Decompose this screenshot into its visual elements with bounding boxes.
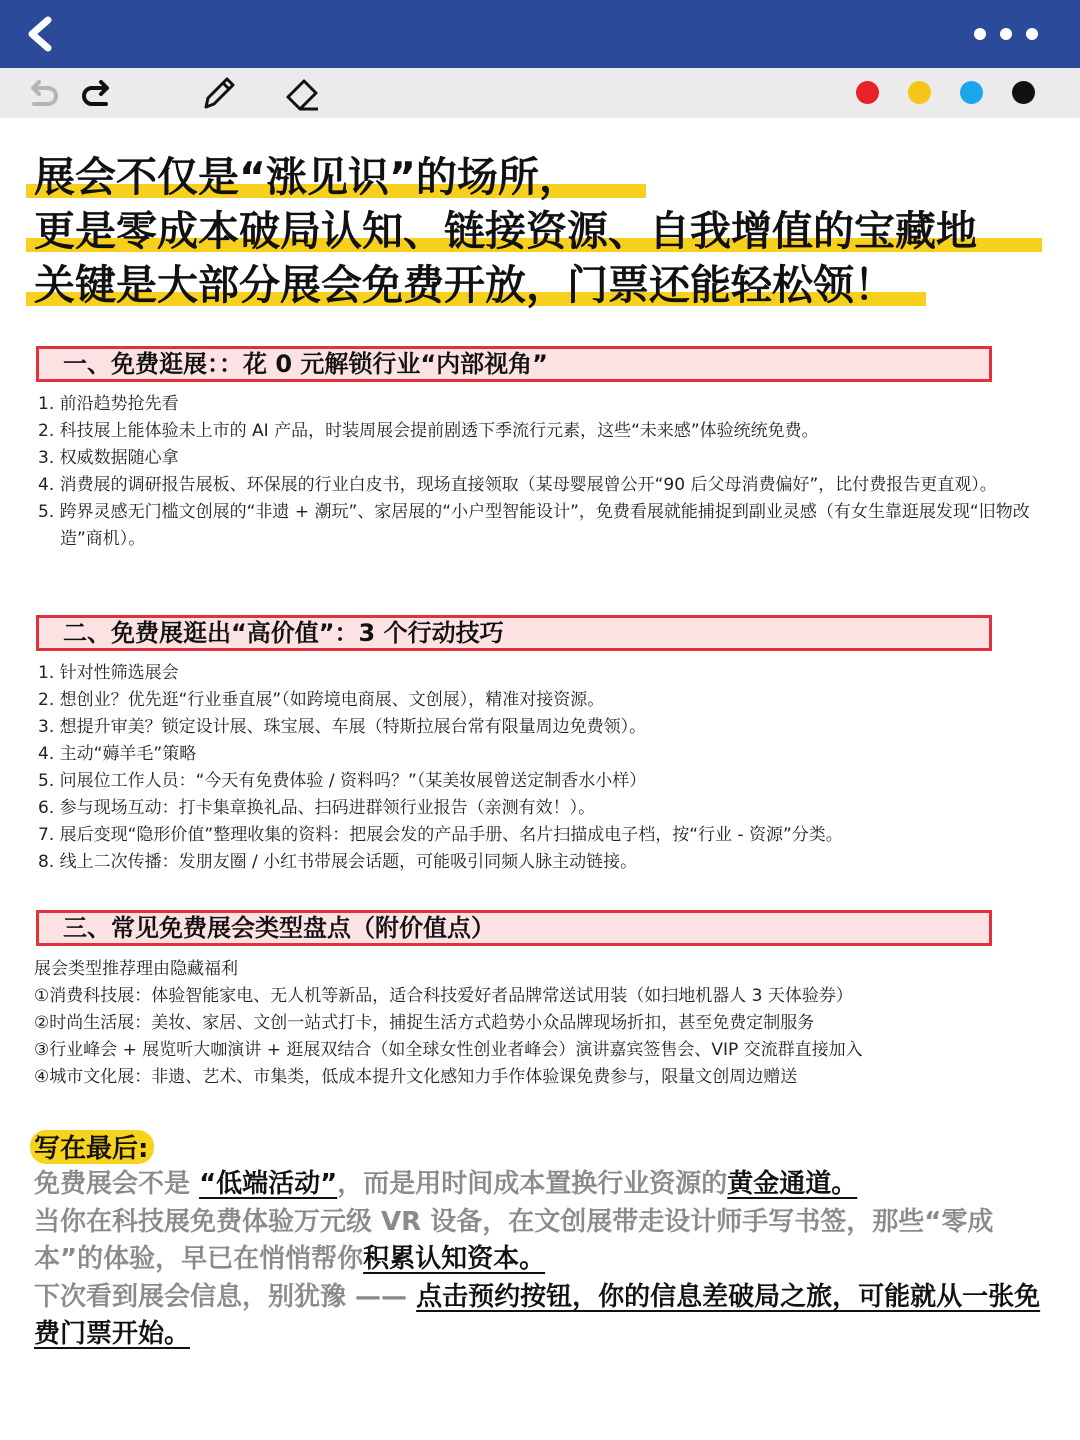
list-item: ①消费科技展：体验智能家电、无人机等新品，适合科技爱好者品牌常送试用装（如扫地机器人 3 天体验券） <box>34 986 853 1006</box>
closing-line-2: 当你在科技展免费体验万元级 VR 设备，在文创展带走设计师手写书签，那些“零成本”的体验，早已在悄悄帮你积累认知资本。 <box>34 1206 994 1274</box>
list-item: 2. 科技展上能体验未上市的 AI 产品，时装周展会提前剧透下季流行元素，这些“未来感”体验统统免费。 <box>38 421 819 441</box>
redo-icon[interactable] <box>80 76 116 112</box>
list-item: 2. 想创业？优先逛“行业垂直展”（如跨境电商展、文创展），精准对接资源。 <box>38 690 605 710</box>
undo-icon[interactable] <box>24 76 60 112</box>
headline <box>34 150 1054 312</box>
chevron-left-icon[interactable] <box>22 16 62 52</box>
more-dots-icon[interactable] <box>974 28 1038 40</box>
list-item: 3. 想提升审美？锁定设计展、珠宝展、车展（特斯拉展台常有限量周边免费领）。 <box>38 717 647 737</box>
section-1-title: 一、免费逛展：：花 0 元解锁行业“内部视角” <box>36 346 992 382</box>
list-item: 7. 展后变现“隐形价值”整理收集的资料：把展会发的产品手册、名片扫描成电子档，按“行业 - 资源”分类。 <box>38 825 843 845</box>
list-item: ④城市文化展：非遗、艺术、市集类，低成本提升文化感知力手作体验课免费参与，限量文创周边赠送 <box>34 1067 798 1087</box>
list-item: 8. 线上二次传播：发朋友圈 / 小红书带展会话题，可能吸引同频人脉主动链接。 <box>38 852 638 872</box>
headline-line-3: 关键是大部分展会免费开放，门票还能轻松领！ <box>34 258 1054 312</box>
section-2-title: 二、免费展逛出“高价值”：3 个行动技巧 <box>36 615 992 651</box>
closing-line-1: 免费展会不是 “低端活动”，而是用时间成本置换行业资源的黄金通道。 <box>34 1169 858 1199</box>
list-item: 5. 跨界灵感无门槛文创展的“非遗 + 潮玩”、家居展的“小户型智能设计”，免费看展就能捕捉到副业灵感（有女生靠逛展发现“旧物改造”商机）。 <box>38 502 1030 549</box>
list-item: 6. 参与现场互动：打卡集章换礼品、扫码进群领行业报告（亲测有效！）。 <box>38 798 596 818</box>
list-item: ②时尚生活展：美妆、家居、文创一站式打卡，捕捉生活方式趋势小众品牌现场折扣，甚至免费定制服务 <box>34 1013 815 1033</box>
list-item: 1. 前沿趋势抢先看 <box>38 394 179 414</box>
top-nav-bar <box>0 0 1080 68</box>
list-item: 5. 问展位工作人员：“今天有免费体验 / 资料吗？”（某美妆展曾送定制香水小样） <box>38 771 647 791</box>
eraser-icon[interactable] <box>282 73 322 113</box>
headline-line-2: 更是零成本破局认知、链接资源、自我增值的宝藏地 <box>34 204 1054 258</box>
section-1-list <box>38 391 1048 553</box>
list-item: 4. 消费展的调研报告展板、环保展的行业白皮书，现场直接领取（某母婴展曾公开“90 后父母消费偏好”，比付费报告更直观）。 <box>38 475 997 495</box>
closing-paragraph <box>34 1166 1044 1354</box>
section-3-list <box>34 956 1044 1091</box>
closing-line-3: 下次看到展会信息，别犹豫 —— 点击预约按钮，你的信息差破局之旅，可能就从一张免费门票开始。 <box>34 1281 1041 1349</box>
closing-tag: 写在最后: <box>34 1128 148 1165</box>
list-item: 4. 主动“薅羊毛”策略 <box>38 744 197 764</box>
color-yellow-swatch[interactable] <box>908 81 931 104</box>
table-header: 展会类型推荐理由隐藏福利 <box>34 959 238 979</box>
list-item: 3. 权威数据随心拿 <box>38 448 179 468</box>
list-item: ③行业峰会 + 展览听大咖演讲 + 逛展双结合（如全球女性创业者峰会）演讲嘉宾签售会、VIP 交流群直接加入 <box>34 1040 863 1060</box>
pencil-icon[interactable] <box>198 73 238 113</box>
list-item: 1. 针对性筛选展会 <box>38 663 179 683</box>
color-red-swatch[interactable] <box>856 81 879 104</box>
headline-line-1: 展会不仅是“涨见识”的场所， <box>34 150 1054 204</box>
section-3-title: 三、常见免费展会类型盘点（附价值点） <box>36 910 992 946</box>
section-2-list <box>38 660 1048 876</box>
color-black-swatch[interactable] <box>1012 81 1035 104</box>
color-blue-swatch[interactable] <box>960 81 983 104</box>
